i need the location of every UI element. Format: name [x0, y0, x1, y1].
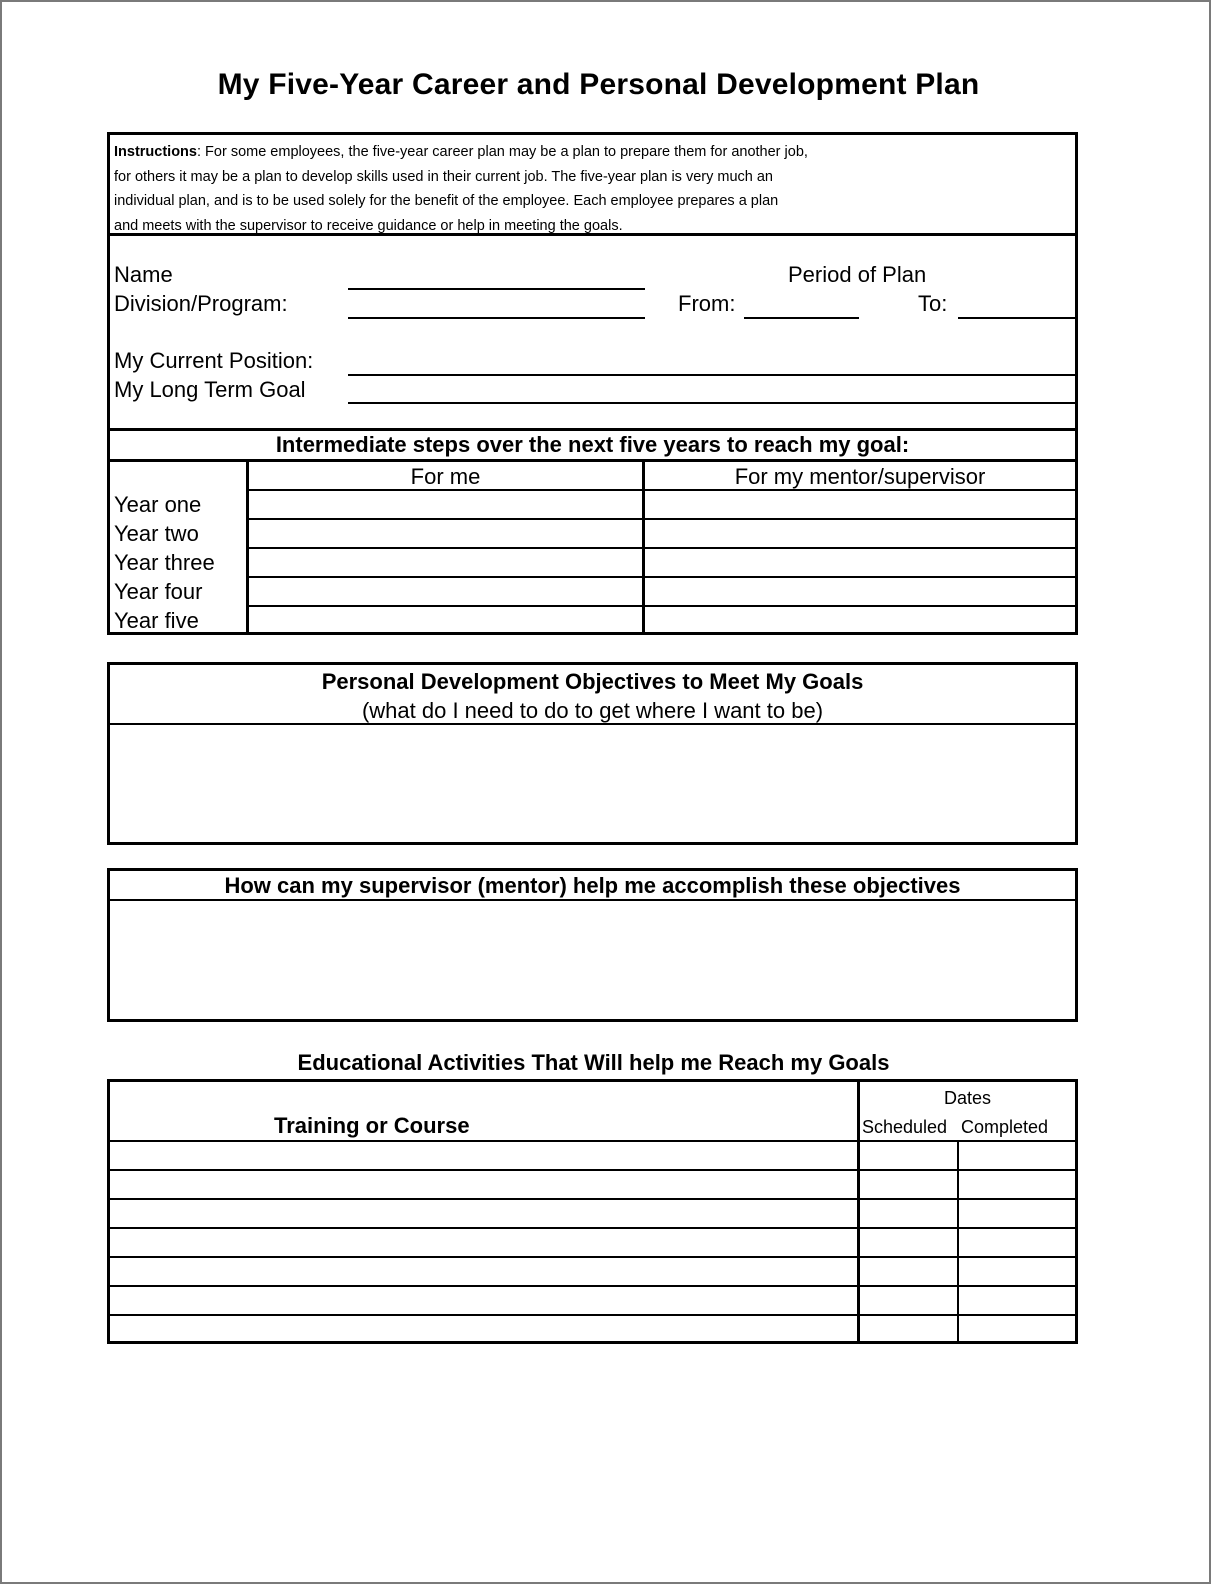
- course-cell[interactable]: [110, 1258, 857, 1285]
- plan-info-box: [107, 132, 1078, 635]
- mentor-help-input-area[interactable]: [110, 901, 1075, 1019]
- course-cell[interactable]: [110, 1229, 857, 1256]
- year-label: Year one: [114, 492, 202, 517]
- division-label: Division/Program:: [114, 291, 288, 316]
- step-cell-me-year-one[interactable]: [249, 491, 642, 518]
- year-label: Year five: [114, 608, 199, 633]
- divider: [110, 428, 1075, 431]
- course-cell[interactable]: [110, 1171, 857, 1198]
- education-table: [107, 1079, 1078, 1344]
- mentor-help-box: [107, 868, 1078, 1022]
- mentor-help-heading: How can my supervisor (mentor) help me accomplish these objectives: [224, 873, 961, 898]
- year-label: Year three: [114, 550, 215, 575]
- page-title: My Five-Year Career and Personal Development Plan: [217, 68, 980, 101]
- step-cell-mentor-year-one[interactable]: [645, 491, 1075, 518]
- objectives-heading: Personal Development Objectives to Meet My Goals: [321, 669, 864, 694]
- step-cell-mentor-year-four[interactable]: [645, 578, 1075, 605]
- step-cell-mentor-year-three[interactable]: [645, 549, 1075, 576]
- year-label: Year two: [114, 521, 199, 546]
- step-cell-mentor-year-two[interactable]: [645, 520, 1075, 547]
- current-position-label: My Current Position:: [114, 348, 314, 373]
- intermediate-steps-heading: Intermediate steps over the next five years to reach my goal:: [275, 432, 910, 457]
- year-label: Year four: [114, 579, 203, 604]
- course-cell[interactable]: [110, 1142, 857, 1169]
- completed-header: Completed: [961, 1117, 1049, 1137]
- from-label: From:: [678, 291, 736, 316]
- name-input[interactable]: [348, 288, 645, 290]
- for-mentor-header: For my mentor/supervisor: [734, 464, 986, 489]
- current-position-input[interactable]: [348, 374, 1075, 376]
- step-cell-mentor-year-five[interactable]: [645, 607, 1075, 632]
- objectives-input-area[interactable]: [110, 725, 1075, 842]
- name-label: Name: [114, 262, 173, 287]
- division-input[interactable]: [348, 317, 645, 319]
- long-term-goal-input[interactable]: [348, 402, 1075, 404]
- from-date-input[interactable]: [744, 317, 859, 319]
- course-cell[interactable]: [110, 1287, 857, 1314]
- divider: [110, 233, 1075, 236]
- step-cell-me-year-five[interactable]: [249, 607, 642, 632]
- scheduled-header: Scheduled: [862, 1117, 948, 1137]
- divider: [110, 459, 1075, 462]
- training-course-header: Training or Course: [274, 1113, 470, 1138]
- instructions-label: Instructions: [114, 144, 197, 160]
- objectives-subheading: (what do I need to do to get where I want to be): [361, 698, 824, 723]
- for-me-header: For me: [410, 464, 481, 489]
- education-heading: Educational Activities That Will help me Reach my Goals: [297, 1050, 890, 1075]
- step-cell-me-year-three[interactable]: [249, 549, 642, 576]
- to-label: To:: [918, 291, 948, 316]
- instructions-text: Instructions: For some employees, the five-year career plan may be a plan to prepare them for another job, for others it may be a plan to develop skills used in their current job. The five-year plan is very much an individual plan, and is to be used solely for the benefit of the employee. Each employee prepares a plan and meets with the supervisor to receive guidance or help in meeting the goals.: [114, 144, 808, 234]
- step-cell-me-year-four[interactable]: [249, 578, 642, 605]
- divider: [857, 1082, 860, 1341]
- course-cell[interactable]: [110, 1200, 857, 1227]
- step-cell-me-year-two[interactable]: [249, 520, 642, 547]
- long-term-goal-label: My Long Term Goal: [114, 377, 306, 402]
- objectives-box: [107, 662, 1078, 845]
- to-date-input[interactable]: [958, 317, 1075, 319]
- dates-header: Dates: [943, 1088, 992, 1108]
- course-cell[interactable]: [110, 1316, 857, 1341]
- period-of-plan-label: Period of Plan: [788, 262, 927, 287]
